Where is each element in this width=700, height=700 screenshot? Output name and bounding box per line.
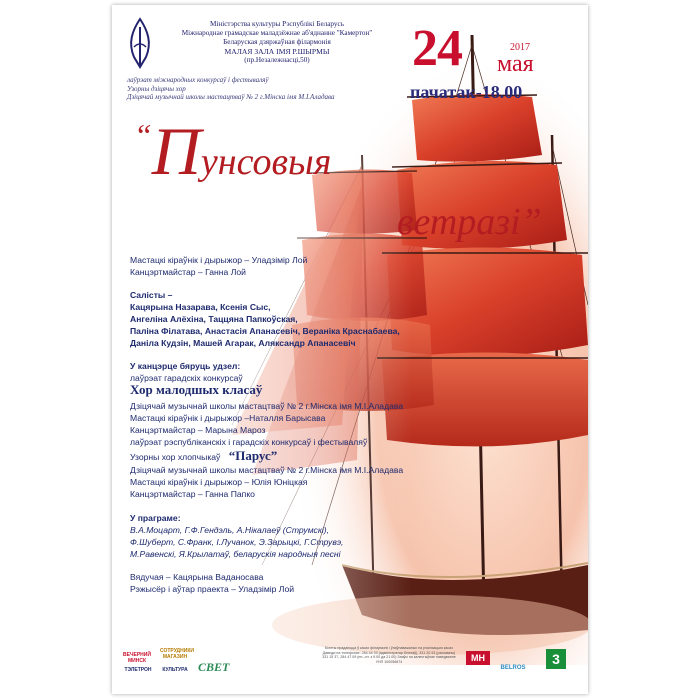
organizer-line: Міжнароднае грамадскае маладзёжнае аб'яднанне "Камертон" bbox=[181, 29, 373, 37]
guest-choir2-name: “Парус” bbox=[228, 448, 278, 463]
credit-director: Мастацкі кіраўнік і дырыжор – Уладзімір Лой bbox=[130, 255, 308, 265]
sponsor-logo-right1: МН bbox=[466, 651, 490, 665]
program-line: В.А.Моцарт, Г.Ф.Гендэль, А.Нікалаеў (Струмскі), bbox=[130, 525, 330, 535]
sponsor-logo-left2: СОТРУДНИКИ МАГАЗИН bbox=[160, 648, 194, 660]
guest-choir2-director: Мастацкі кіраўнік і дырыжор – Юлія Юніцкая bbox=[130, 477, 308, 487]
author-credit: Рэжысёр і аўтар праекта – Уладзімір Лой bbox=[130, 584, 295, 594]
organizer-line: Беларуская дзяржаўная філармонія bbox=[223, 38, 331, 46]
host-credit: Вядучая – Кацярына Ваданосава bbox=[130, 572, 264, 582]
choir-type-line: Узорны дзіцячы хор bbox=[127, 84, 186, 93]
guests-heading: У канцэрце бяруць удзел: bbox=[130, 361, 241, 371]
credit-accompanist: Канцэртмайстар – Ганна Лой bbox=[130, 267, 246, 277]
sponsor-logo-left5: СВЕТ bbox=[198, 660, 230, 674]
date-day: 24 bbox=[412, 20, 462, 77]
title-word1: унсовыя bbox=[200, 141, 332, 183]
concert-poster bbox=[112, 5, 588, 694]
footer-line: УНП 100056874 bbox=[375, 659, 403, 664]
guest-choir2-laureate: лаўрэат рэспубліканскіх і гарадскіх конкурсаў і фестываляў bbox=[130, 437, 368, 447]
date-month: мая bbox=[497, 51, 534, 77]
footer-line: 331 15 37, 284 47 09 (пн.–пт. з 9.00 да 21.00) Заяўкі на калектыўнае наведванне bbox=[322, 655, 456, 660]
title-open-quote: “ bbox=[134, 117, 152, 153]
concert-title-line2: ветразі” bbox=[397, 201, 542, 243]
soloists-line: Кацярына Назарава, Ксенія Сыс, bbox=[130, 302, 271, 312]
program-line: М.Равенскі, Я.Крылатаў, беларускія народныя песні bbox=[130, 549, 341, 559]
program-line: Ф.Шуберт, С.Франк, І.Лучанок, Э.Зарыцкі, Г.Струвэ, bbox=[130, 537, 344, 547]
guest-choir1-accompanist: Канцэртмайстар – Марына Мароз bbox=[130, 425, 266, 435]
sponsor-logo-left1: ВЕЧЕРНИЙ МИНСК bbox=[123, 652, 151, 664]
tuning-fork-logo bbox=[120, 17, 160, 69]
guest-choir2-prefix: Узорны хор хлопчыкаў bbox=[130, 452, 221, 462]
concert-title-line1 bbox=[134, 113, 332, 189]
sponsor-logo-left4: КУЛЬТУРА bbox=[162, 667, 188, 673]
sponsor-logo-right3: 3 bbox=[546, 649, 566, 669]
laureate-line: лаўрэат міжнародных конкурсаў і фестываляў bbox=[127, 76, 269, 84]
sponsor-logo-left3: ТЭЛЕТРОН bbox=[124, 667, 152, 673]
title-initial: П bbox=[151, 113, 201, 189]
venue-hall: МАЛАЯ ЗАЛА ІМЯ Р.ШЫРМЫ bbox=[224, 47, 330, 56]
program-heading: У праграме: bbox=[130, 513, 181, 523]
venue-address: (пр.Незалежнасці,50) bbox=[244, 56, 310, 64]
guest-choir2-heading bbox=[130, 450, 277, 463]
organizers-block bbox=[167, 20, 387, 65]
footer-line: Даведкі па тэлефонах: 284 44 33 (адміністратар білетаў), 331 20 93 (рэкламны) bbox=[322, 650, 456, 655]
footer-line: Білеты прадаюцца ў касах філармоніі і ўпаўнаважаных на рэалізацыю касах bbox=[324, 646, 454, 650]
soloists-line: Даніла Кудзін, Машей Агарак, Аляксандр Апанасевіч bbox=[130, 338, 356, 348]
guest-choir1-director: Мастацкі кіраўнік і дырыжор –Наталля Барысава bbox=[130, 413, 326, 423]
footer-ticket-info bbox=[319, 646, 459, 664]
organizer-line: Міністэрства культуры Рэспублікі Беларусь bbox=[210, 20, 344, 28]
soloists-line: Паліна Філатава, Анастасія Апанасевіч, Вераніка Краснабаева, bbox=[130, 326, 400, 336]
guest-choir1-school: Дзіцячай музычнай школы мастацтваў № 2 г.Мінска імя М.І.Аладава bbox=[130, 401, 404, 411]
soloists-heading: Салісты – bbox=[130, 290, 173, 300]
guest-choir1-name: Хор малодшых класаў bbox=[130, 382, 263, 397]
guest-choir2-school: Дзіцячай музычнай школы мастацтваў № 2 г.Мінска імя М.І.Аладава bbox=[130, 465, 404, 475]
start-time: пачатак-18.00 bbox=[410, 82, 523, 102]
school-line: Дзіцячай музычнай школы мастацтваў № 2 г.Мінска імя М.І.Аладава bbox=[127, 93, 335, 102]
host-choir-intro bbox=[127, 76, 334, 102]
soloists-line: Ангеліна Алёхіна, Таццяна Папкоўская, bbox=[130, 314, 298, 324]
sponsor-logo-right2: BELROS bbox=[500, 665, 526, 671]
guest-choir1-laureate: лаўрэат гарадскіх конкурсаў bbox=[130, 373, 243, 383]
guest-choir2-accompanist: Канцэртмайстар – Ганна Папко bbox=[130, 489, 255, 499]
date-year: 2017 bbox=[510, 42, 530, 53]
